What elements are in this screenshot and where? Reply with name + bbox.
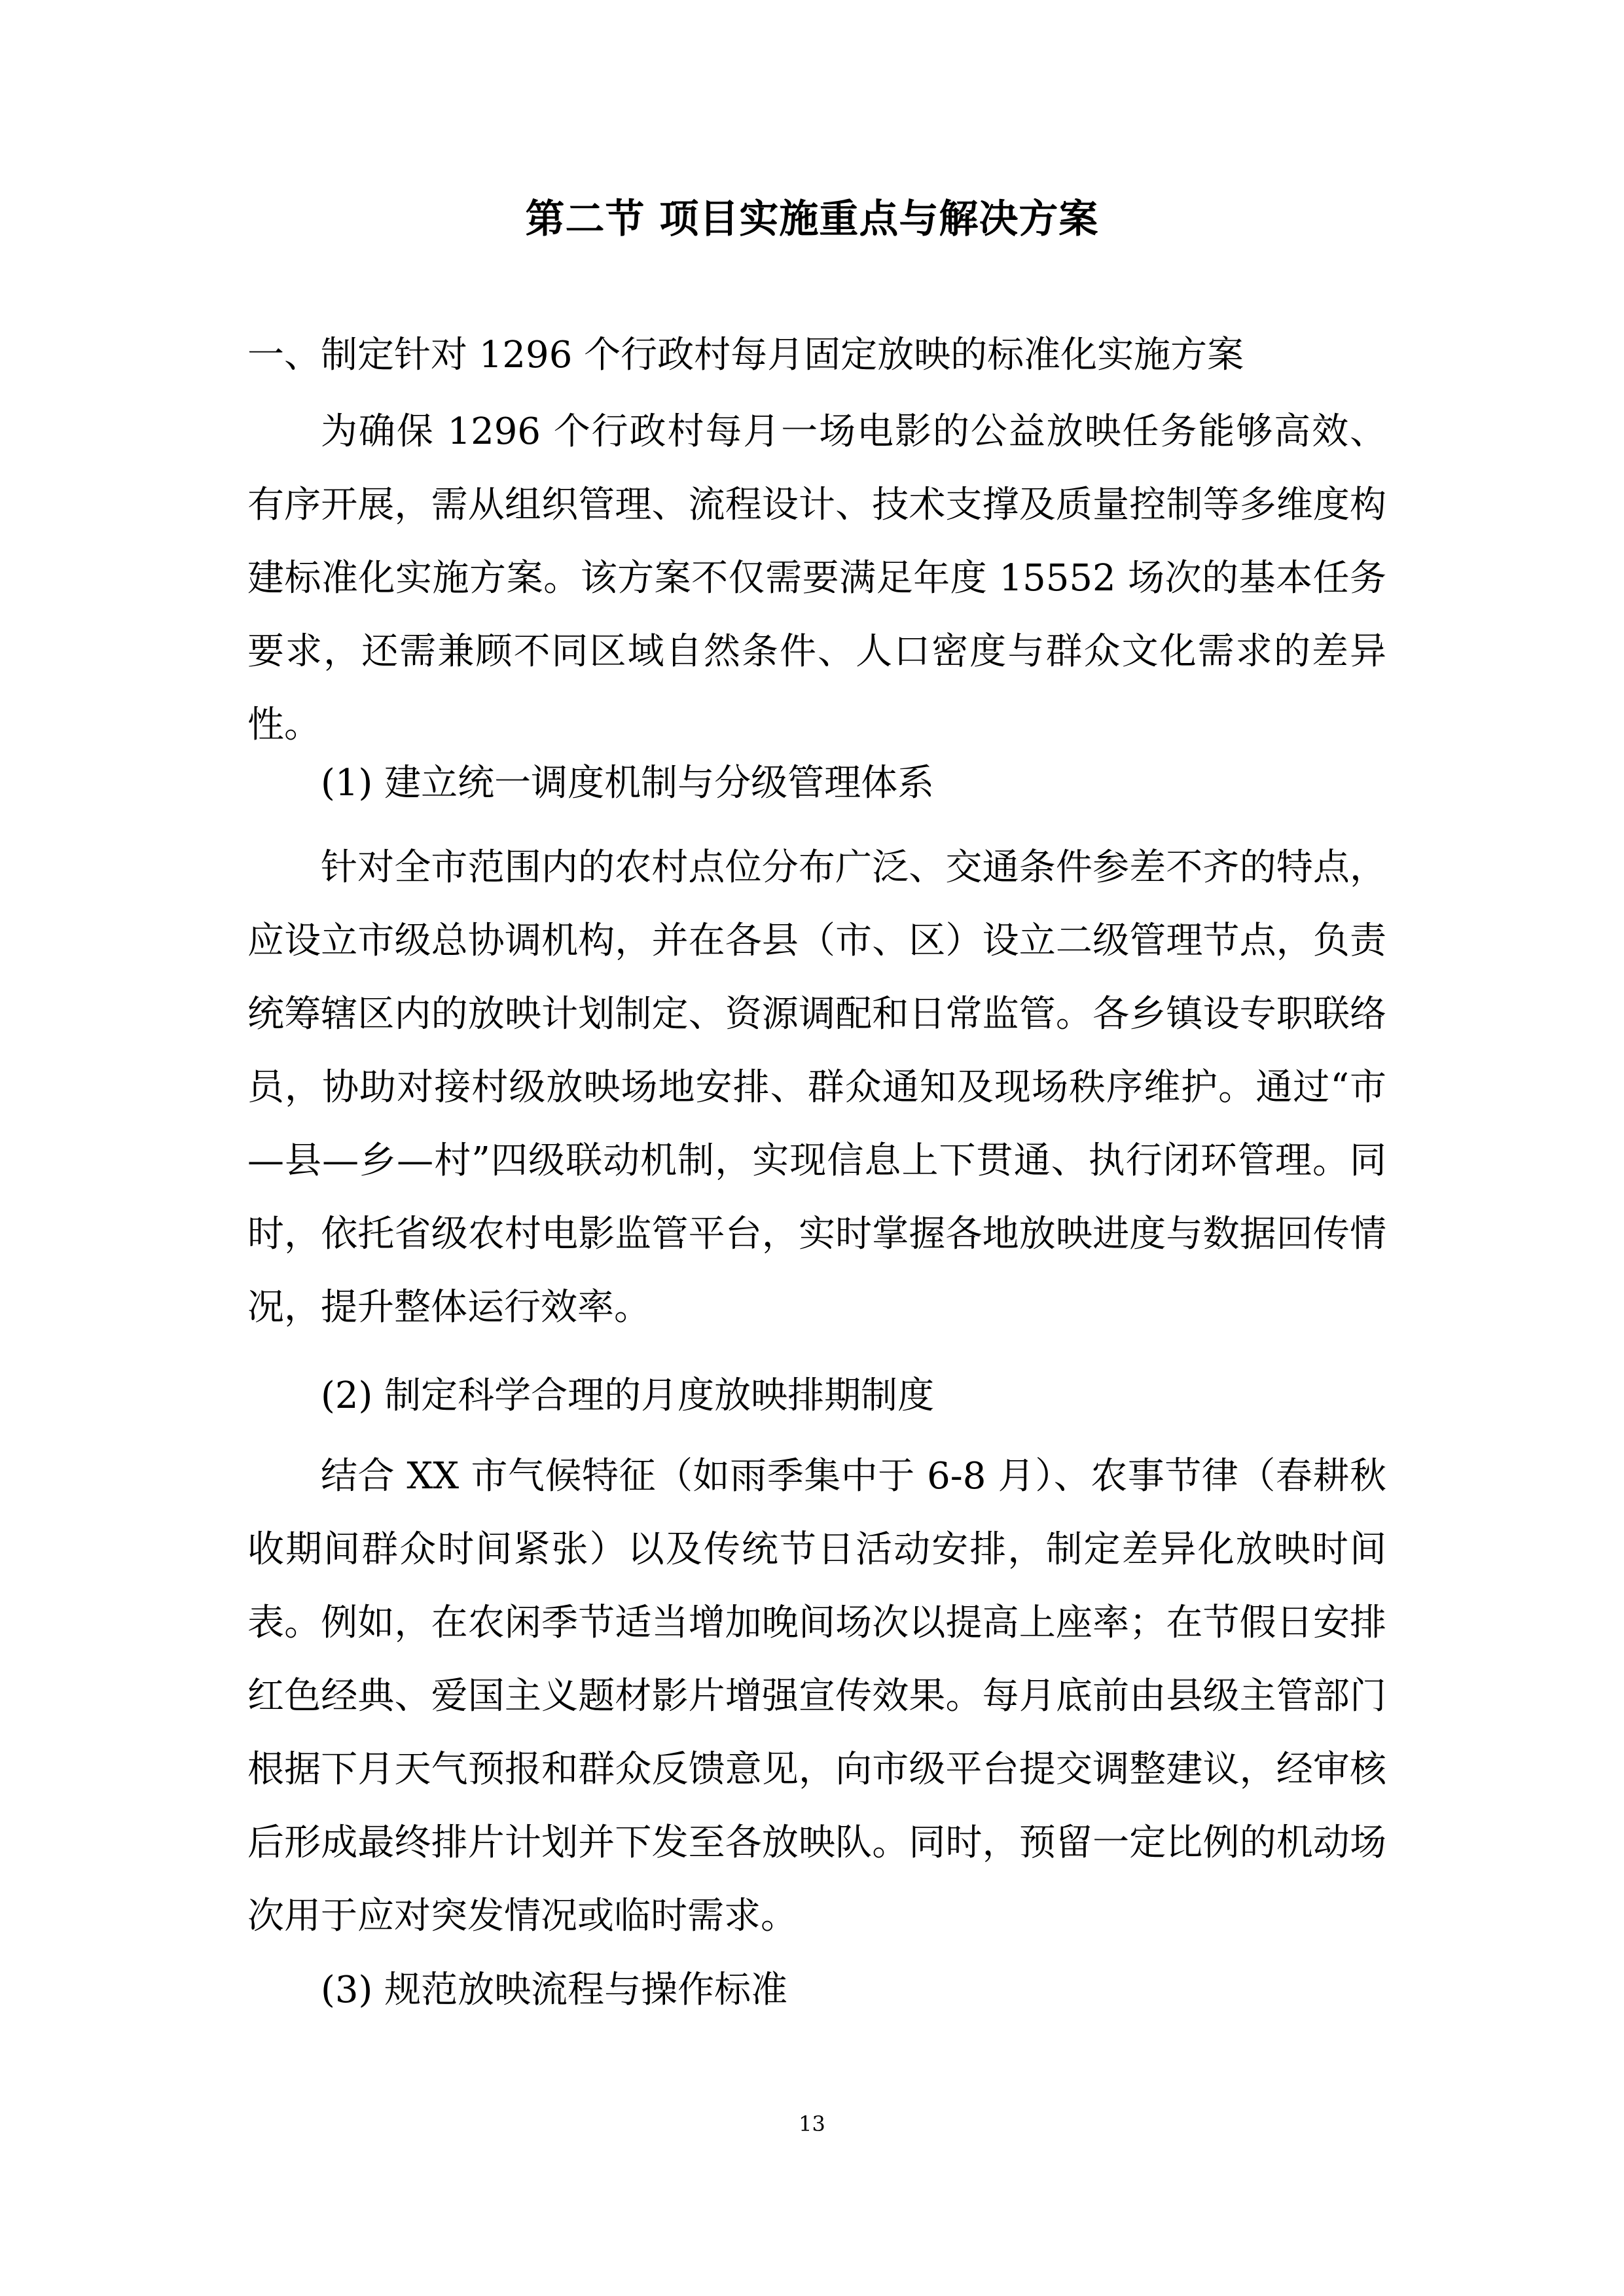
page-title: 第二节 项目实施重点与解决方案 (525, 196, 1099, 242)
subsection-heading-2: (2) 制定科学合理的月度放映排期制度 (321, 1374, 935, 1417)
section-heading: 一、制定针对 1296 个行政村每月固定放映的标准化实施方案 (247, 334, 1244, 376)
subsection-paragraph-2: 结合 XX 市气候特征（如雨季集中于 6-8 月）、农事节律（春耕秋收期间群众时间紧张）以及传统节日活动安排，制定差异化放映时间表。例如，在农闲季节适当增加晚间场次以提高上座率；在节假日安排红色经典、爱国主义题材影片增强宣传效果。每月底前由县级主管部门根据下月天气预报和群众反馈意见，向市级平台提交调整建议，经审核后形成最终排片计划并下发至各放映队。同时，预留一定比例的机动场次用于应对突发情况或临时需求。 (247, 1455, 1386, 1937)
subsection-paragraph-1: 针对全市范围内的农村点位分布广泛、交通条件参差不齐的特点，应设立市级总协调机构，并在各县（市、区）设立二级管理节点，负责统筹辖区内的放映计划制定、资源调配和日常监管。各乡镇设专职联络员，协助对接村级放映场地安排、群众通知及现场秩序维护。通过“市—县—乡—村”四级联动机制，实现信息上下贯通、执行闭环管理。同时，依托省级农村电影监管平台，实时掌握各地放映进度与数据回传情况，提升整体运行效率。 (247, 846, 1386, 1329)
subsection-heading-1: (1) 建立统一调度机制与分级管理体系 (321, 762, 935, 804)
subsection-heading-3: (3) 规范放映流程与操作标准 (321, 1969, 788, 2011)
intro-paragraph: 为确保 1296 个行政村每月一场电影的公益放映任务能够高效、有序开展，需从组织管理、流程设计、技术支撑及质量控制等多维度构建标准化实施方案。该方案不仅需要满足年度 15552 场次的基本任务要求，还需兼顾不同区域自然条件、人口密度与群众文化需求的差异性。 (247, 410, 1386, 746)
page-number: 13 (799, 2111, 825, 2136)
